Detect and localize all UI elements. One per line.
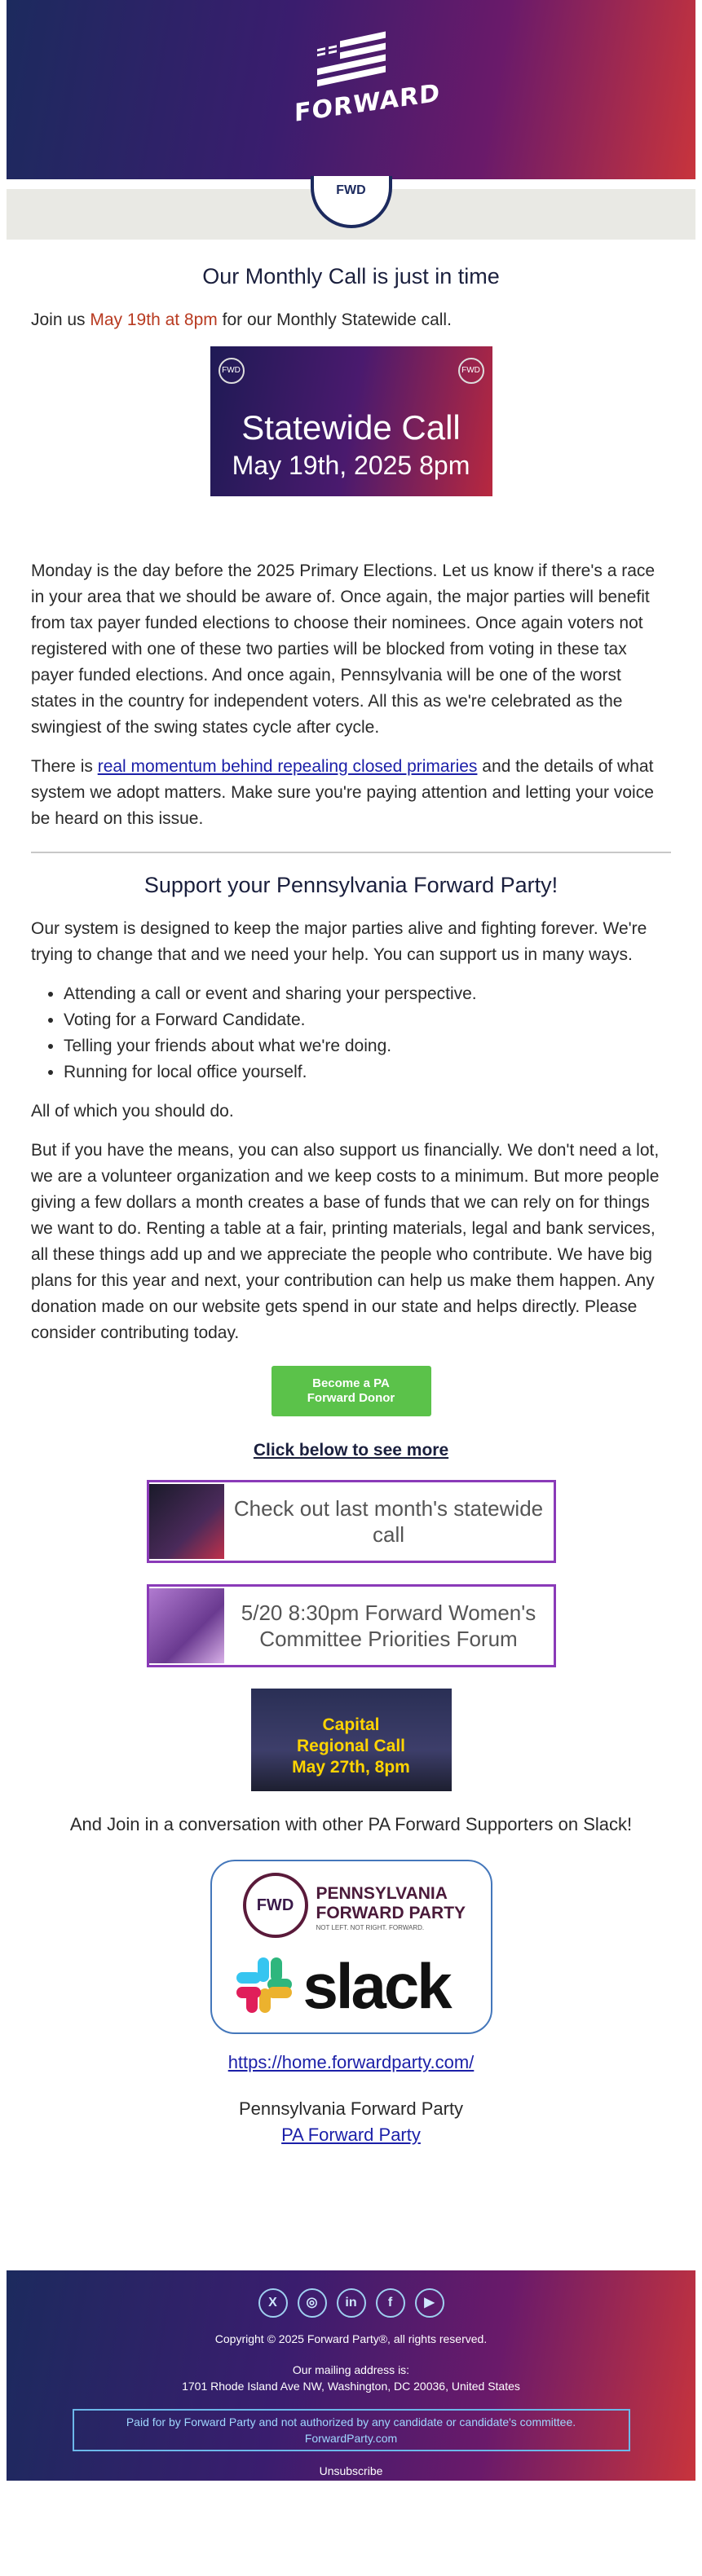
facebook-icon[interactable]: f — [376, 2288, 405, 2318]
youtube-icon[interactable]: ▶ — [415, 2288, 444, 2318]
support-list — [31, 981, 671, 1085]
last-call-card[interactable] — [147, 1480, 556, 1563]
pa-wordmark: PENNSYLVANIA FORWARD PARTY NOT LEFT. NOT RIGHT. FORWARD. — [316, 1884, 466, 1931]
email-header — [7, 0, 695, 179]
list-item: • Attending a call or event and sharing your perspective. — [64, 981, 671, 1007]
card-text: 5/20 8:30pm Forward Women's Committee Priorities Forum — [241, 1601, 536, 1651]
fwd-mini-icon: FWD — [458, 358, 484, 384]
social-links — [7, 2270, 695, 2318]
video-thumbnail — [149, 1484, 224, 1559]
logo-wordmark: FORWARD — [294, 78, 440, 128]
copyright: Copyright © 2025 Forward Party®, all rights reserved. — [214, 2332, 488, 2345]
womens-forum-card[interactable] — [147, 1584, 556, 1667]
all-of-which: All of which you should do. — [31, 1102, 234, 1121]
linkedin-icon[interactable]: in — [337, 2288, 366, 2318]
call-date: May 19th at 8pm — [90, 310, 218, 329]
card-text: Check out last month's statewide call — [233, 1496, 544, 1547]
instagram-icon[interactable]: ◎ — [298, 2288, 327, 2318]
capital-call-image[interactable]: Capital Regional Call May 27th, 8pm — [251, 1689, 452, 1791]
forward-party-url[interactable]: https://home.forwardparty.com/ — [227, 2052, 475, 2072]
x-icon[interactable]: X — [258, 2288, 288, 2318]
support-paragraph: Our system is designed to keep the major parties alive and fighting forever. We're trying to change that and we need your help. You can support us in many ways. — [31, 919, 647, 964]
forward-logo[interactable] — [294, 31, 440, 128]
slack-wordmark: slack — [302, 1950, 450, 2022]
fwd-badge: FWD — [311, 176, 392, 228]
statewide-call-banner[interactable] — [210, 346, 492, 496]
org-signature — [31, 2096, 671, 2148]
support-title: Support your Pennsylvania Forward Party! — [143, 873, 559, 897]
fwd-mini-icon: FWD — [219, 358, 245, 384]
donor-button[interactable]: Become a PA Forward Donor — [272, 1366, 431, 1416]
banner-line1: Statewide Call — [241, 408, 461, 447]
momentum-paragraph: There is real momentum behind repealing closed primaries and the details of what system we adopt matters. Make sure you're paying attention and letting your voice be heard on this issue. — [31, 757, 654, 828]
slack-banner[interactable] — [210, 1860, 492, 2034]
main-content — [7, 264, 695, 2148]
primary-paragraph: Monday is the day before the 2025 Primary Elections. Let us know if there's a race in your area that we should be aware of. Once again, the major parties will benefit from tax payer funded elections to choose their nominees. Once again voters not registered with one of these two parties will be blocked from voting in these tax payer funded elections. And once again, Pennsylvania will be one of the worst states in the country for independent voters. All this as we're celebrated as the swingiest of the swing states cycle after cycle. — [31, 561, 656, 737]
list-item: • Telling your friends about what we're doing. — [64, 1033, 671, 1059]
fwd-circle-logo: FWD — [243, 1873, 308, 1938]
list-item: • Running for local office yourself. — [64, 1059, 671, 1085]
call-title: Our Monthly Call is just in time — [202, 264, 500, 288]
divider — [31, 852, 671, 853]
slack-icon — [233, 1954, 295, 2016]
grey-band — [7, 183, 695, 240]
slack-invite-text: And Join in a conversation with other PA Forward Supporters on Slack! — [69, 1814, 633, 1834]
pa-forward-link[interactable]: PA Forward Party — [281, 2125, 421, 2145]
forum-thumbnail — [149, 1588, 224, 1663]
intro-paragraph: Join us May 19th at 8pm for our Monthly Statewide call. — [31, 310, 452, 329]
banner-line2: May 19th, 2025 8pm — [232, 451, 470, 480]
org-name: Pennsylvania Forward Party — [238, 2098, 464, 2119]
financial-paragraph: But if you have the means, you can also support us financially. We don't need a lot, we are a volunteer organization and we keep costs to a minimum. But more people giving a few dollars a month creates a base of funds that we can rely on for things we want to do. Renting a table at a fair, printing materials, legal and bank services, all these things add up and we appreciate the people who contribute. We have big plans for this year and next, your contribution can help us make them happen. Any donation made on our website gets spend in our state and helps directly. Please consider contributing today. — [31, 1141, 660, 1342]
momentum-link[interactable]: real momentum behind repealing closed primaries — [97, 757, 478, 776]
flag-stripes-icon — [311, 31, 392, 96]
list-item: • Voting for a Forward Candidate. — [64, 1007, 671, 1033]
email-footer — [7, 2270, 695, 2481]
see-more-heading[interactable]: Click below to see more — [253, 1441, 449, 1460]
unsubscribe-link[interactable]: Unsubscribe — [319, 2464, 383, 2477]
mailing-address: Our mailing address is: 1701 Rhode Island Ave NW, Washington, DC 20036, United States — [182, 2363, 520, 2393]
paid-for-disclaimer: Paid for by Forward Party and not authorized by any candidate or candidate's committee. ForwardParty.com — [73, 2409, 630, 2451]
